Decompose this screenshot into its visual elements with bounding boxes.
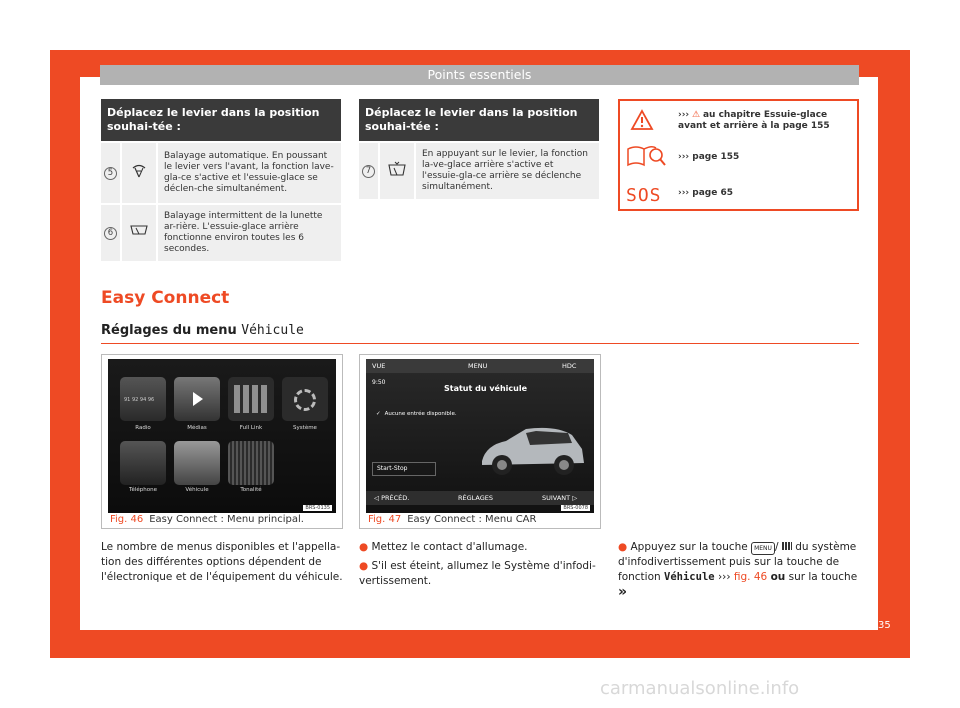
ref-text: au chapitre Essuie-glace avant et arrière à la page 155 (678, 110, 830, 131)
figure-47 (359, 354, 601, 529)
tile-label: Véhicule (185, 487, 209, 493)
table-row (101, 142, 341, 204)
figure-code: BRS-0135 (305, 505, 330, 511)
watermark: carmanualsonline.info (600, 678, 800, 699)
tile-radio: 91 92 94 96 (120, 377, 166, 421)
menu-key-icon: MENU (751, 542, 775, 555)
figure-code: BRS-0078 (563, 505, 588, 511)
apps-grid-icon (782, 542, 792, 550)
car-menu-screenshot: VUE MENU HDC 9:50 Statut du véhicule ✓ Aucune entrée disponible. Start-Stop ◁ PRÉCÉD. RÉGLAGES SUIVANT ▷ BRS-0078 (366, 359, 594, 513)
reference-row (678, 188, 733, 199)
ref-arrows: ››› (678, 110, 690, 120)
section-header: Points essentiels (100, 65, 859, 85)
table-heading: Déplacez le levier dans la position souhai-tée : (359, 99, 599, 142)
tile-label: Téléphone (129, 487, 157, 493)
figure-46 (101, 354, 343, 529)
top-bar: VUE MENU HDC (366, 359, 594, 373)
list-item: ● Mettez le contact d'allumage. (359, 541, 528, 553)
divider (101, 343, 859, 344)
start-stop-button[interactable]: Start-Stop (372, 462, 436, 476)
sos-icon: SOS (626, 185, 662, 206)
tile-label: Radio (135, 425, 151, 431)
warning-triangle-icon (630, 109, 654, 131)
wiper-auto-icon (131, 164, 147, 178)
page-number: 35 (878, 620, 891, 631)
wiper-table-left (101, 99, 341, 261)
rear-washer-icon (388, 161, 406, 177)
ref-text: ››› page 65 (678, 188, 733, 198)
ref-text: ››› page 155 (678, 152, 740, 162)
tile-label: Tonalité (240, 487, 262, 493)
row-text: Balayage automatique. En poussant le levier vers l'avant, la fonction lave-gla-ce s'active et l'essuie-glace se déclen-che simultanément. (157, 142, 341, 204)
row-text: Balayage intermittent de la lunette ar-rière. L'essuie-glace arrière fonctionne environ toutes les 6 secondes. (157, 204, 341, 261)
body-paragraph: Le nombre de menus disponibles et l'appella-tion des différentes options dépendent de l'électronique et de l'équipement du véhicule. (101, 541, 343, 583)
row-number: 5 (104, 167, 117, 180)
book-search-icon (626, 143, 666, 169)
menu-screenshot (108, 359, 336, 513)
row-text: En appuyant sur le levier, la fonction la-ve-glace arrière s'active et l'essuie-gla-ce arrière se déclenche simultanément. (415, 142, 599, 199)
tile-media (174, 377, 220, 421)
figure-caption: Fig. 46 Easy Connect : Menu principal. (110, 514, 304, 525)
reference-box (618, 99, 859, 211)
tile-system (282, 377, 328, 421)
tile-sound (228, 441, 274, 485)
table-heading: Déplacez le levier dans la position souhai-tée : (101, 99, 341, 142)
reference-row (678, 152, 739, 163)
car-image (476, 421, 588, 481)
reference-row: ››› ⚠ au chapitre Essuie-glace avant et arrière à la page 155 (678, 110, 830, 131)
figure-caption: Fig. 47 Easy Connect : Menu CAR (368, 514, 537, 525)
row-number: 6 (104, 227, 117, 240)
list-item: ● S'il est éteint, allumez le Système d'infodi-vertissement. (359, 560, 596, 587)
tile-label: Système (293, 425, 317, 431)
section-subtitle: Réglages du menu Véhicule (101, 323, 304, 338)
section-title: Easy Connect (101, 288, 230, 308)
rear-wiper-interval-icon (130, 224, 148, 238)
wiper-table-right (359, 99, 599, 199)
tile-vehicle (174, 441, 220, 485)
tile-phone (120, 441, 166, 485)
bullet-list (359, 540, 601, 589)
table-row (101, 204, 341, 261)
table-row (359, 142, 599, 199)
bottom-bar: ◁ PRÉCÉD. RÉGLAGES SUIVANT ▷ (366, 491, 594, 505)
tile-label: Full Link (239, 425, 263, 431)
instruction-paragraph: ● Appuyez sur la touche MENU / du système d'infodivertissement puis sur la touche de fonction Véhicule ››› fig. 46 ou sur la touche » (618, 541, 858, 600)
row-number: 7 (362, 165, 375, 178)
tile-label: Médias (187, 425, 207, 431)
tile-fulllink (228, 377, 274, 421)
